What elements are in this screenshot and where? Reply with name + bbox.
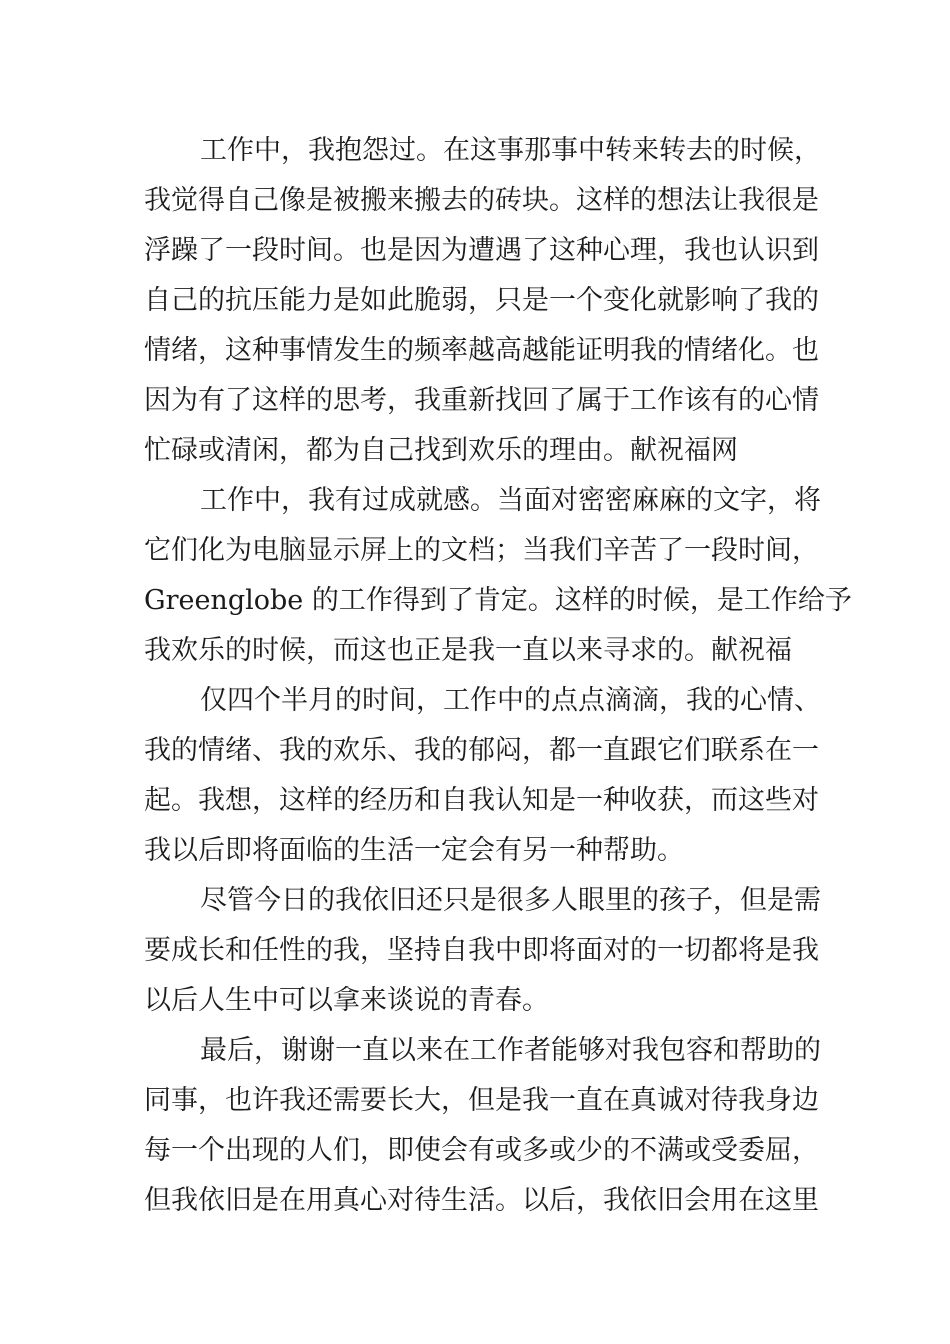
text-line: 我觉得自己像是被搬来搬去的砖块。这样的想法让我很是 [144, 185, 819, 216]
paragraph-complaints [144, 126, 821, 476]
text-line: 要成长和任性的我，坚持自我中即将面对的一切都将是我 [144, 935, 819, 966]
text-line: 浮躁了一段时间。也是因为遭遇了这种心理，我也认识到 [144, 235, 819, 266]
text-line: 我的情绪、我的欢乐、我的郁闷，都一直跟它们联系在一 [144, 735, 819, 766]
paragraph-achievement [144, 476, 852, 676]
text-line: 我欢乐的时候，而这也正是我一直以来寻求的。献祝福 [144, 635, 792, 666]
text-line: 但我依旧是在用真心对待生活。以后，我依旧会用在这里 [144, 1185, 819, 1216]
text-line: 同事，也许我还需要长大，但是我一直在真诚对待我身边 [144, 1085, 819, 1116]
text-line: 自己的抗压能力是如此脆弱，只是一个变化就影响了我的 [144, 285, 819, 316]
document-body [144, 126, 852, 1226]
text-line: 它们化为电脑显示屏上的文档；当我们辛苦了一段时间， [144, 535, 819, 566]
text-line: 起。我想，这样的经历和自我认知是一种收获，而这些对 [144, 785, 819, 816]
paragraph-youth [144, 876, 821, 1026]
text-line: 因为有了这样的思考，我重新找回了属于工作该有的心情 [144, 385, 819, 416]
text-line: 仅四个半月的时间，工作中的点点滴滴，我的心情、 [200, 685, 821, 716]
paragraph-thanks [144, 1026, 821, 1226]
text-line: 忙碌或清闲，都为自己找到欢乐的理由。献祝福网 [144, 435, 738, 466]
text-line: 我以后即将面临的生活一定会有另一种帮助。 [144, 835, 684, 866]
text-line: 每一个出现的人们，即使会有或多或少的不满或受委屈， [144, 1135, 819, 1166]
text-line: 工作中，我抱怨过。在这事那事中转来转去的时候， [200, 135, 821, 166]
text-line: 以后人生中可以拿来谈说的青春。 [144, 985, 549, 1016]
text-line: 情绪，这种事情发生的频率越高越能证明我的情绪化。也 [144, 335, 819, 366]
text-line: 工作中，我有过成就感。当面对密密麻麻的文字，将 [200, 485, 821, 516]
text-line: 最后，谢谢一直以来在工作者能够对我包容和帮助的 [200, 1035, 821, 1066]
paragraph-four-months [144, 676, 821, 876]
text-line: 尽管今日的我依旧还只是很多人眼里的孩子，但是需 [200, 885, 821, 916]
text-line: Greenglobe 的工作得到了肯定。这样的时候，是工作给予 [144, 585, 852, 616]
